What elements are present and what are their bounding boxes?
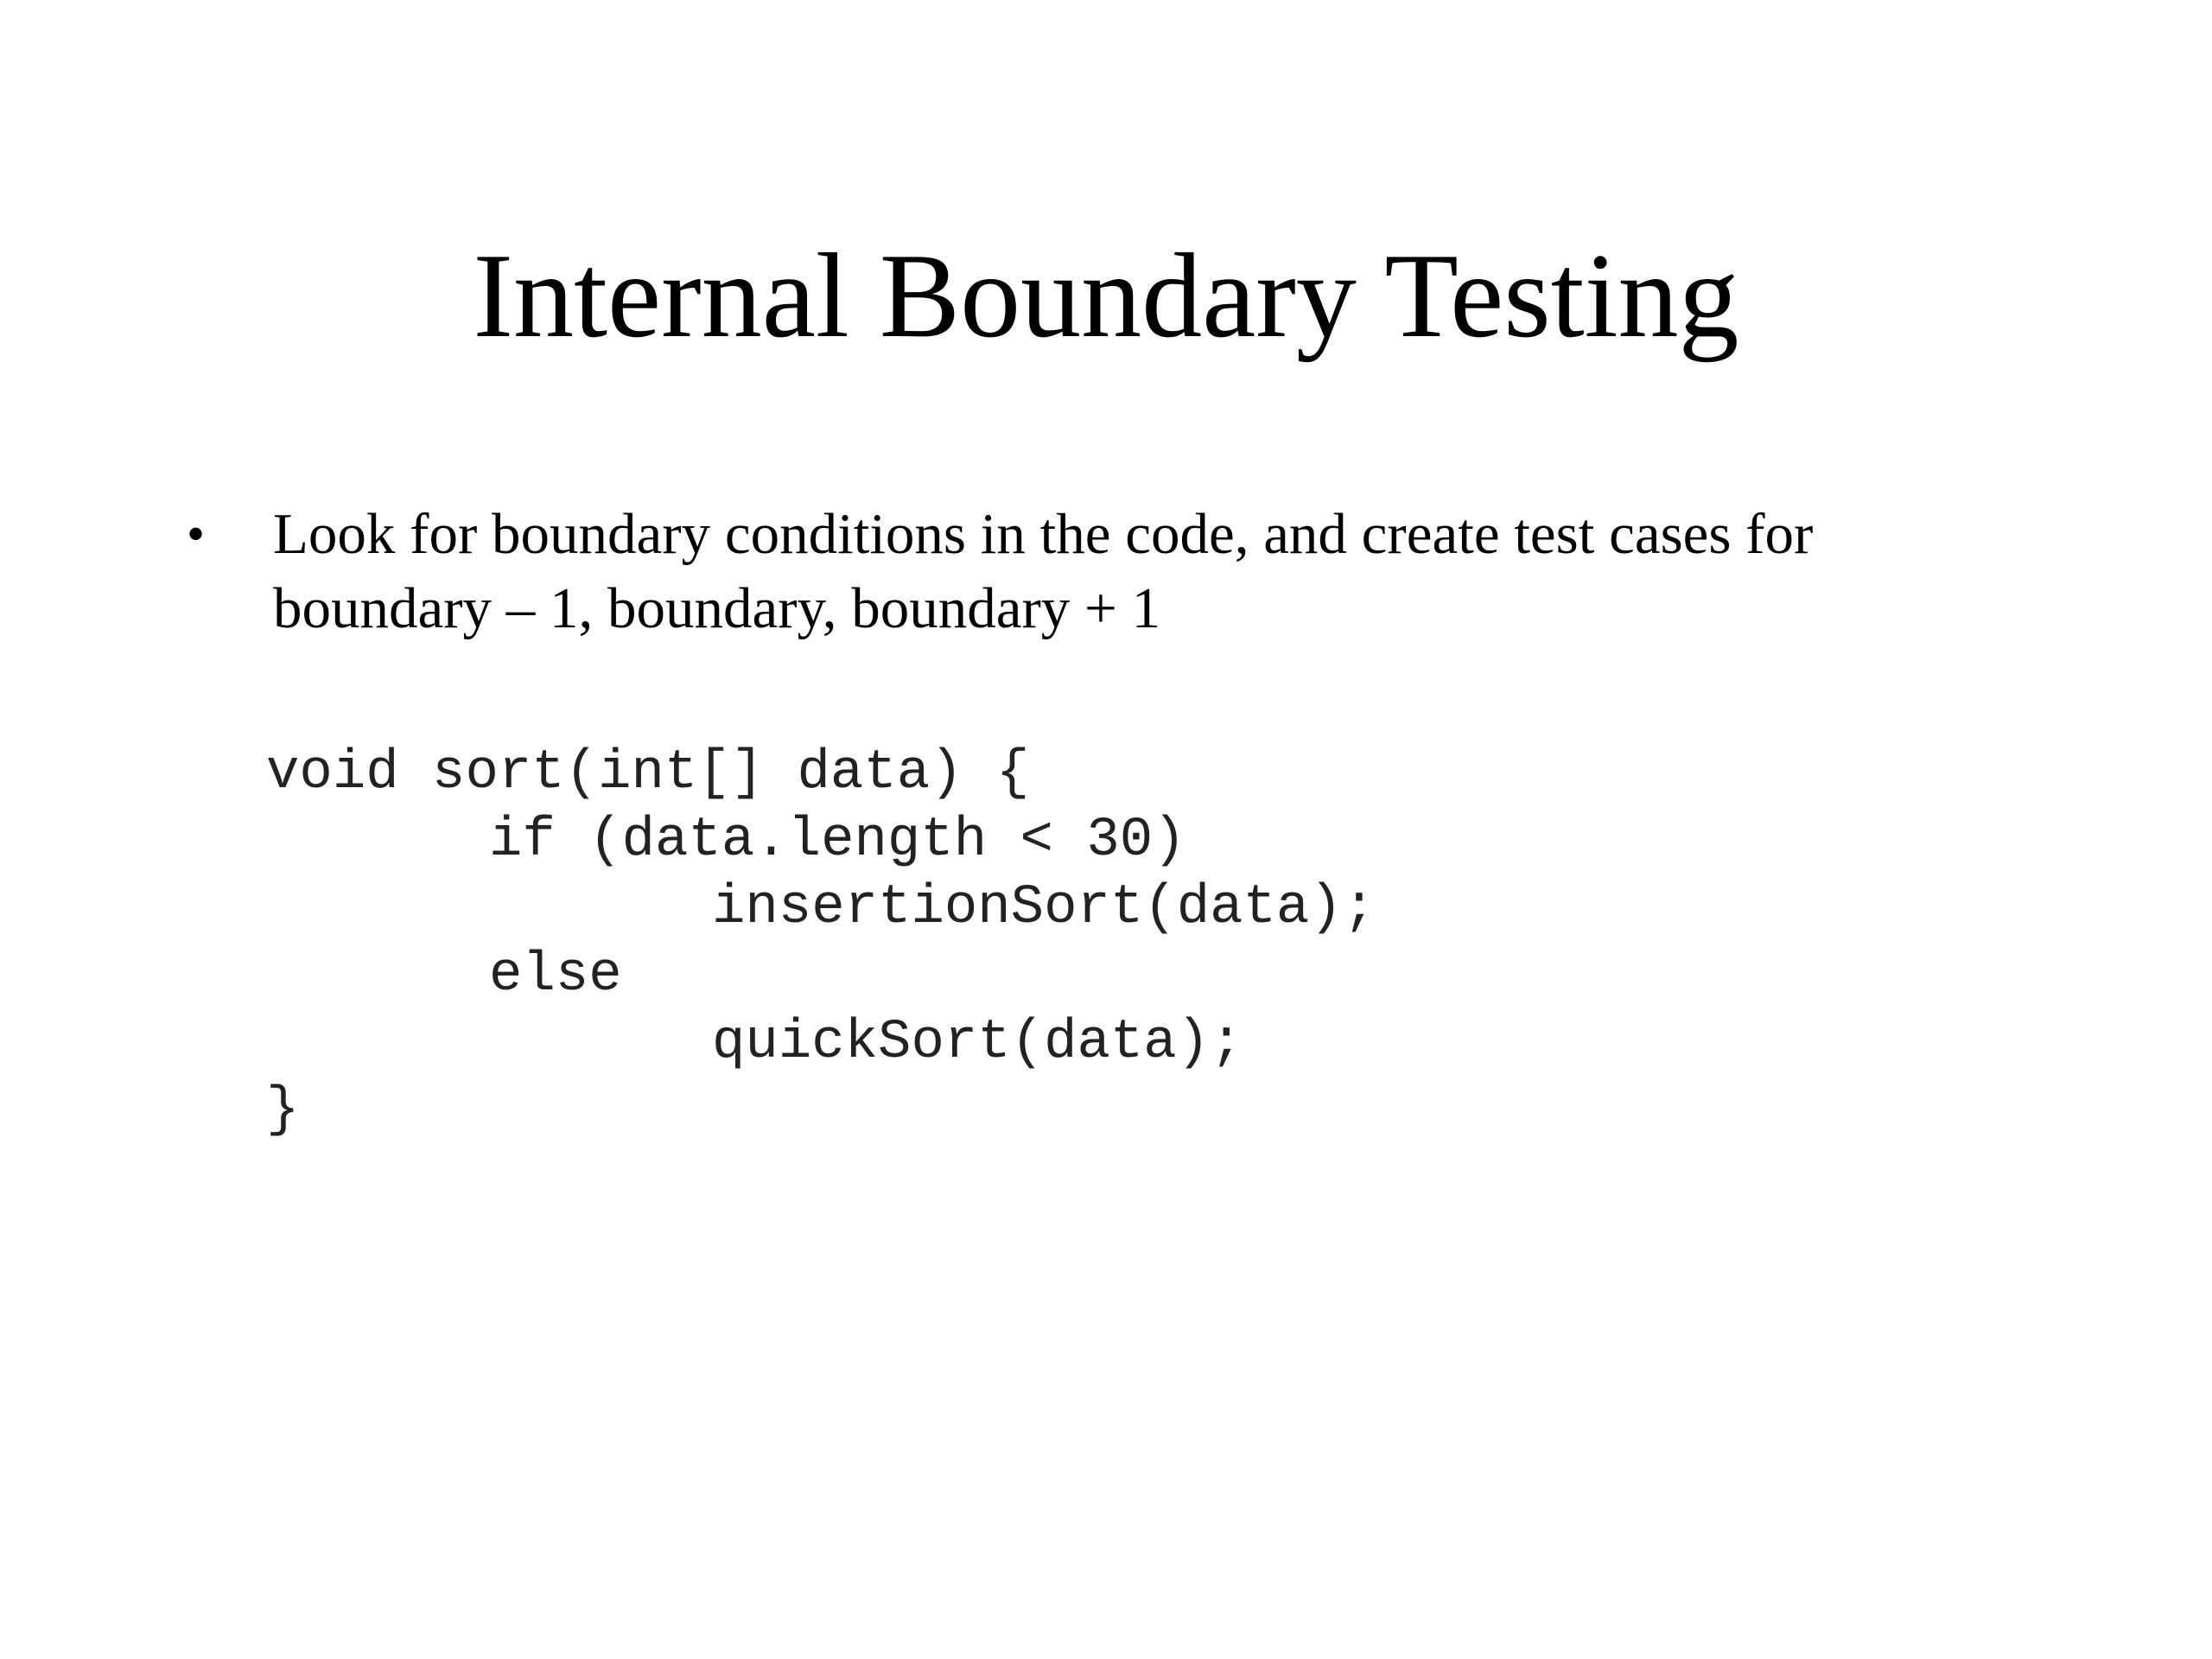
- bullet-item: [187, 497, 2044, 645]
- code-block: [266, 740, 1376, 1144]
- bullet-list: [187, 497, 2044, 645]
- code-line: else: [489, 944, 622, 1007]
- code-line: quickSort(data);: [712, 1012, 1243, 1074]
- bullet-text-line: Look for boundary conditions in the code, and create test cases for: [273, 502, 1814, 566]
- code-line: }: [266, 1079, 300, 1141]
- code-line: void sort(int[] data) {: [266, 742, 1030, 804]
- bullet-marker: •: [187, 505, 206, 563]
- code-line: insertionSort(data);: [712, 877, 1376, 939]
- bullet-text-line: boundary – 1, boundary, boundary + 1: [273, 576, 1161, 640]
- slide-title: Internal Boundary Testing: [473, 229, 1739, 363]
- code-line: if (data.length < 30): [489, 810, 1186, 872]
